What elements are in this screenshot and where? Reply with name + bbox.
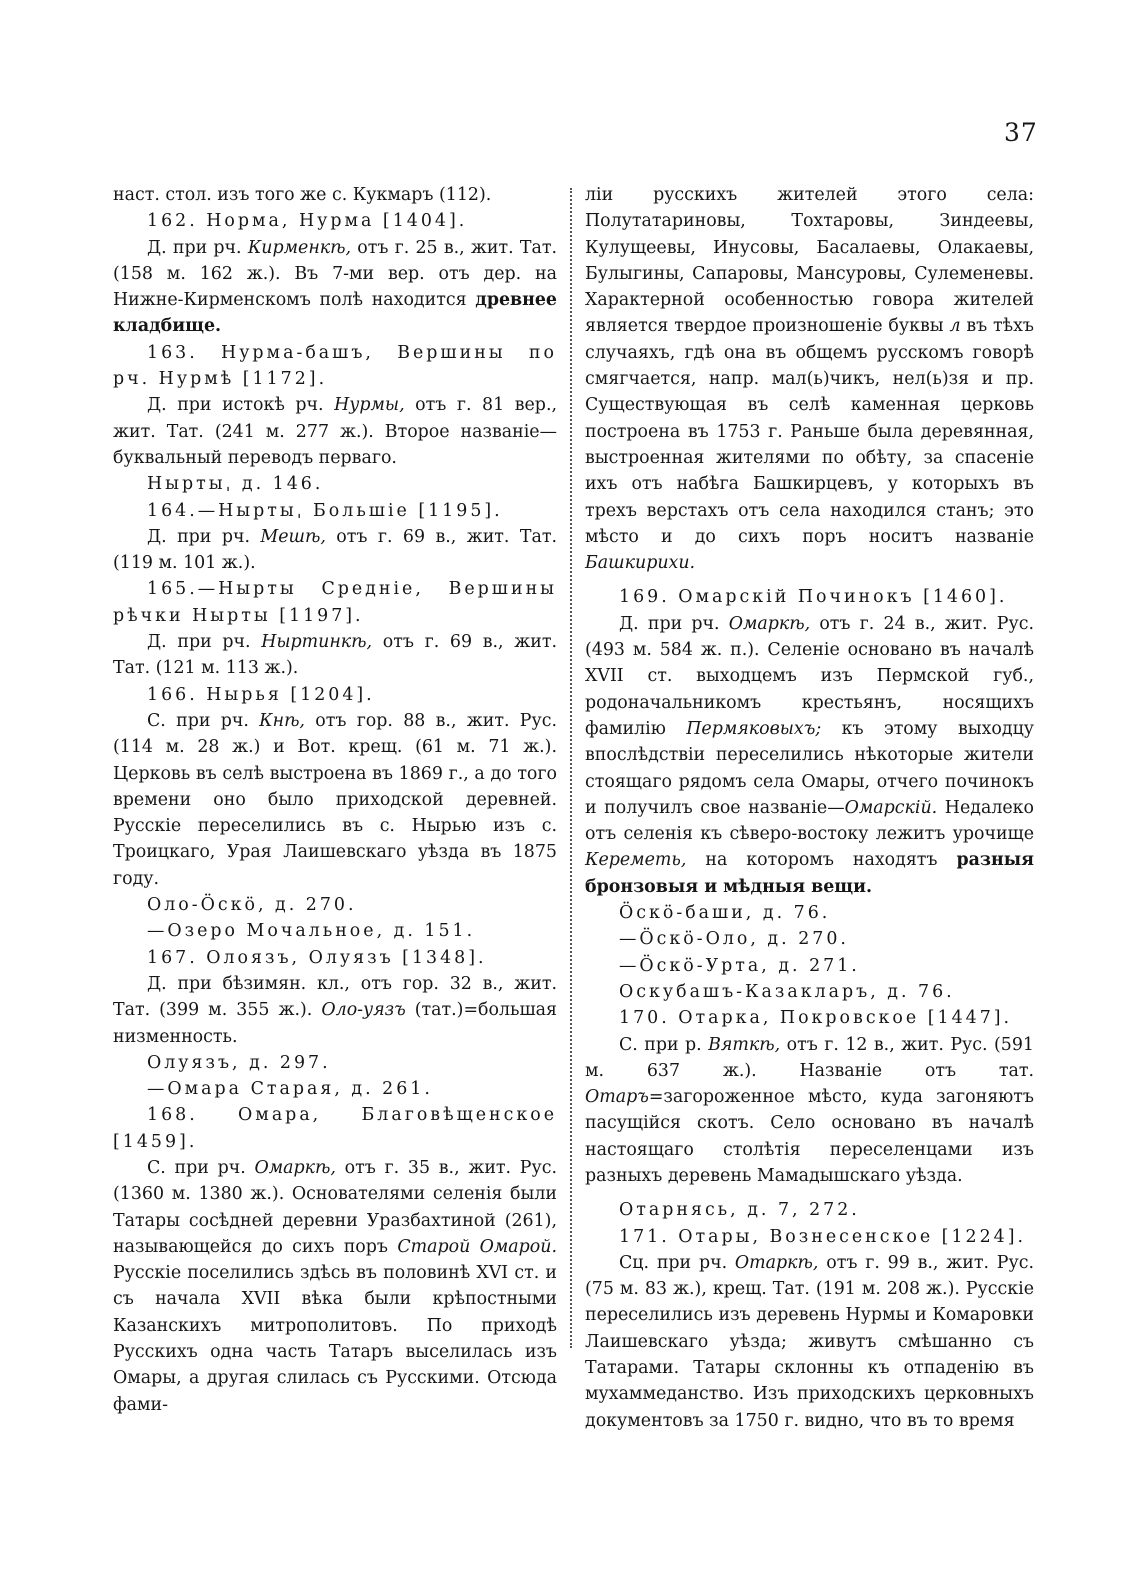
entry-169-body: Д. при рч. Омаркѣ, отъ г. 24 в., жит. Рус. (493 м. 584 ж. п.). Селеніе основано въ началѣ XVII ст. выходцемъ изъ Пермской губ., родоначальникомъ крестьянъ, носящихъ фамилію Пермяковыхъ; къ этому выходцу впослѣдствіи переселились нѣкоторые жители стоящаго рядомъ села Омары, отчего починокъ и получилъ свое названіе—Омарскій. Недалеко отъ селенія къ сѣверо-востоку лежитъ урочище Кереметь, на которомъ находятъ разныя бронзовыя и мѣдныя вещи. (585, 613, 1034, 897)
left-column (113, 182, 557, 1418)
cross-ref-olo-osko: Оло-Ӧскӧ, д. 270. (147, 895, 357, 916)
entry-167-body: Д. при бѣзимян. кл., отъ гор. 32 в., жит. Тат. (399 м. 355 ж.). Оло-уязъ (тат.)=большая низменность. (113, 973, 557, 1047)
cross-ref-osko-bashi: Ӧскӧ-баши, д. 76. (619, 903, 831, 924)
right-column (585, 182, 1034, 1434)
continuation-line: наст. стол. изъ того же с. Кукмаръ (112). (113, 185, 492, 205)
cross-ref-oluyaz: Олуязъ, д. 297. (147, 1052, 331, 1073)
page-number: 37 (1004, 118, 1038, 147)
entry-167-title: 167. Олоязъ, Олуязъ [1348]. (147, 947, 487, 968)
cross-ref-otarnyas: Отарнясь, д. 7, 272. (619, 1200, 860, 1221)
entry-166-title: 166. Нырья [1204]. (147, 684, 375, 705)
entry-166-body: С. при рч. Кнѣ, отъ гор. 88 в., жит. Рус. (114 м. 28 ж.) и Вот. крещ. (61 м. 71 ж.). Церковь въ селѣ выстроена въ 1869 г., а до того времени оно было приходской деревней. Русскіе переселились въ с. Нырью изъ с. Троицкаго, Урая Лаишевскаго уѣзда въ 1875 году. (113, 710, 558, 889)
entry-171-title: 171. Отары, Вознесенское [1224]. (619, 1226, 1027, 1247)
entry-162-title: 162. Норма, Нурма [1404]. (147, 211, 468, 232)
entry-170-title: 170. Отарка, Покровское [1447]. (619, 1008, 1013, 1029)
cross-ref-omara-staraya: —Омара Старая, д. 261. (147, 1079, 433, 1100)
column-divider (570, 188, 572, 1348)
entry-165-title: 165.—Нырты Средніе, Вершины рѣчки Нырты [1197]. (113, 579, 557, 626)
entry-168-body: С. при рч. Омаркѣ, отъ г. 35 в., жит. Рус. (1360 м. 1380 ж.). Основателями селенія были Татары сосѣдней деревни Уразбахтиной (261), называющейся до сихъ поръ Старой Омарой. Русскіе поселились здѣсь въ половинѣ XVI ст. и съ начала XVII вѣка были крѣпостными Казанскихъ митрополитовъ. По приходѣ Русскихъ одна часть Татаръ выселилась изъ Омары, а другая слилась съ Русскими. Отсюда фами- (113, 1157, 557, 1415)
cross-ref-ozero: —Озеро Мочальное, д. 151. (147, 921, 476, 942)
entry-164-body: Д. при рч. Мешѣ, отъ г. 69 в., жит. Тат. (119 м. 101 ж.). (113, 526, 557, 574)
entry-165-body: Д. при рч. Ныртинкѣ, отъ г. 69 в., жит. Тат. (121 м. 113 ж.). (113, 632, 557, 679)
cross-ref-nyrty: Ныртыˌ д. 146. (147, 474, 324, 495)
entry-164-title: 164.—Ныртыˌ Большіе [1195]. (147, 500, 503, 521)
cross-ref-oskubash: Оскубашъ-Казакларъ, д. 76. (619, 981, 955, 1002)
entry-162-body: Д. при рч. Кирменкѣ, отъ г. 25 в., жит. Тат. (158 м. 162 ж.). Въ 7-ми вер. отъ дер. на Нижне-Кирменскомъ полѣ находится древнее кладбище. (113, 237, 557, 337)
entry-169-title: 169. Омарскій Починокъ [1460]. (619, 587, 1008, 608)
entry-170-body: С. при р. Вяткѣ, отъ г. 12 в., жит. Рус. (591 м. 637 ж.). Названіе отъ тат. Отаръ=загороженное мѣсто, куда загоняютъ пасущійся скотъ. Село основано въ началѣ настоящаго столѣтія переселенцами изъ разныхъ деревень Мамадышскаго уѣзда. (585, 1034, 1034, 1186)
entry-168-title: 168. Омара, Благовѣщенское [1459]. (113, 1105, 557, 1152)
entry-171-body: Сц. при рч. Отаркѣ, отъ г. 99 в., жит. Рус. (75 м. 83 ж.), крещ. Тат. (191 м. 208 ж.). Русскіе переселились изъ деревень Нурмы и Комаровки Лаишевскаго уѣзда; живутъ смѣшанно съ Татарами. Татары склонны къ отпаденію въ мухаммеданство. Изъ приходскихъ церковныхъ документовъ за 1750 г. видно, что въ то время (585, 1252, 1034, 1431)
entry-168-continuation: ліи русскихъ жителей этого села: Полутатариновы, Тохтаровы, Зиндеевы, Кулущеевы, Инусовы, Басалаевы, Олакаевы, Булыгины, Сапаровы, Мансуровы, Сулеменевы. Характерной особенностью говора жителей является твердое произношеніе буквы л въ тѣхъ случаяхъ, гдѣ она въ общемъ русскомъ говорѣ смягчается, напр. мал(ь)чикъ, нел(ь)зя и пр. Существующая въ селѣ каменная церковь построена въ 1753 г. Раньше была деревянная, выстроенная жителями по обѣту, за спасеніе ихъ отъ набѣга Башкирцевъ, у которыхъ въ трехъ верстахъ отъ села находился станъ; это мѣсто и до сихъ поръ носитъ названіе Башкирихи. (585, 185, 1034, 574)
entry-163-title: 163. Нурма-башъ, Вершины по рч. Нурмѣ [1172]. (113, 342, 557, 390)
entry-163-body: Д. при истокѣ рч. Нурмы, отъ г. 81 вер., жит. Тат. (241 м. 277 ж.). Второе названіе—буквальный переводъ перваго. (113, 395, 557, 468)
cross-ref-osko-olo: —Ӧскӧ-Оло, д. 270. (619, 929, 849, 950)
cross-ref-osko-urta: —Ӧскӧ-Урта, д. 271. (619, 955, 860, 976)
